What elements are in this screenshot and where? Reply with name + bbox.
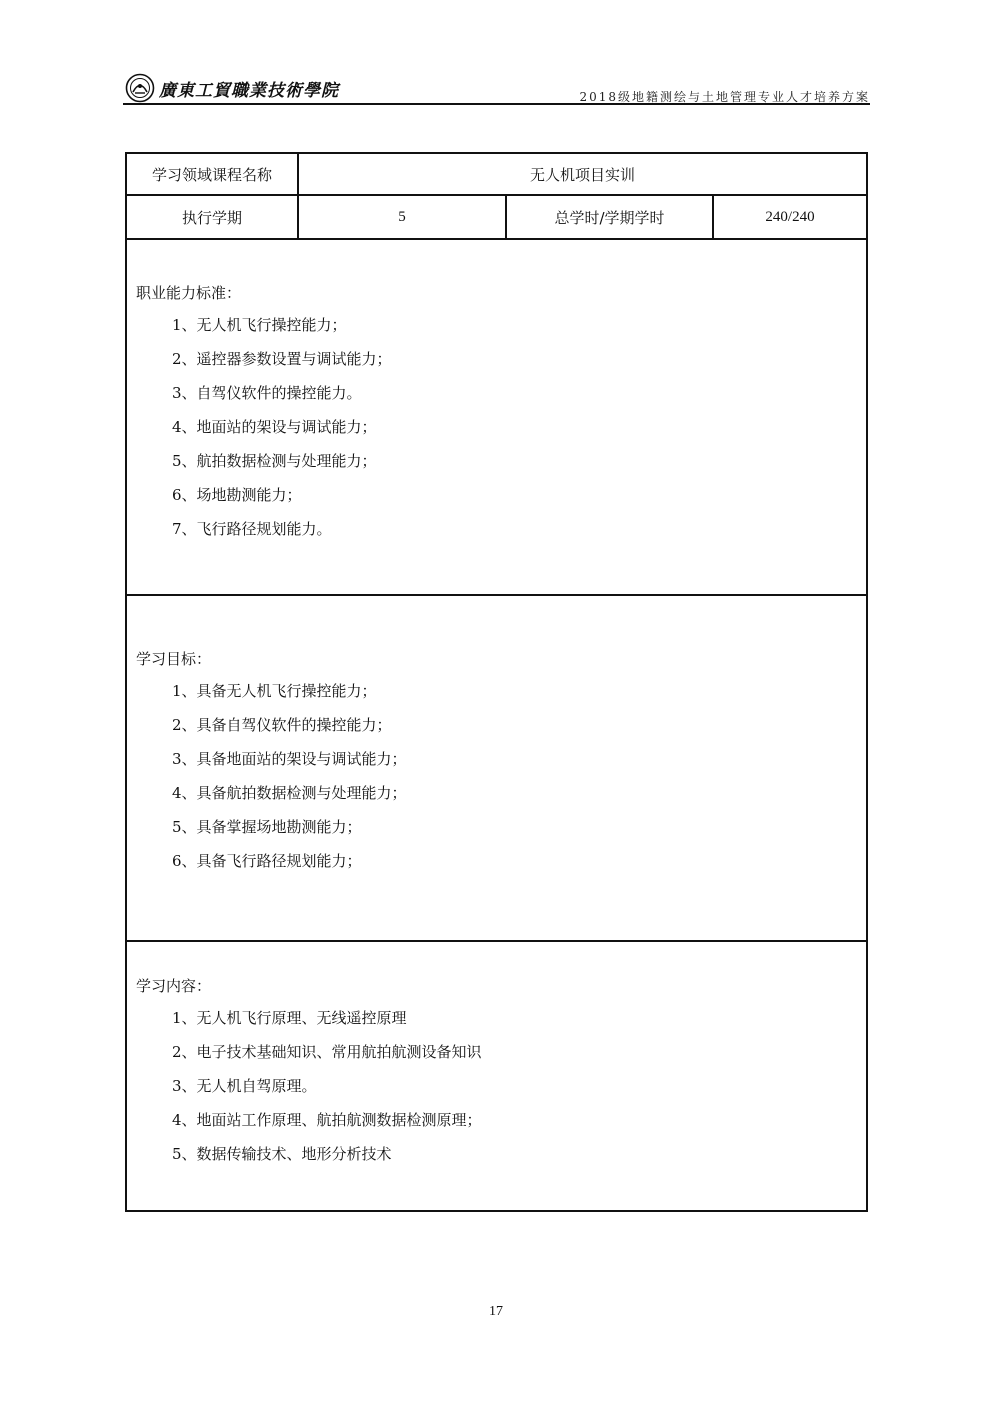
competency-list [136, 308, 392, 546]
list-item: 1、无人机飞行原理、无线遥控原理 [172, 1009, 407, 1027]
list-item: 7、飞行路径规划能力。 [172, 520, 332, 538]
content-section [127, 942, 866, 1210]
list-item: 1、具备无人机飞行操控能力； [172, 682, 377, 700]
objectives-section [127, 596, 866, 942]
list-item: 3、无人机自驾原理。 [172, 1077, 317, 1095]
header-divider [123, 103, 870, 105]
objectives-title: 学习目标： [136, 650, 212, 668]
objectives-list [136, 674, 407, 878]
page-header [123, 70, 870, 106]
list-item: 5、数据传输技术、地形分析技术 [172, 1145, 392, 1163]
semester-value: 5 [299, 196, 507, 238]
content-title: 学习内容： [136, 977, 212, 995]
semester-label: 执行学期 [127, 196, 299, 238]
list-item: 4、地面站的架设与调试能力； [172, 418, 377, 436]
list-item: 5、航拍数据检测与处理能力； [172, 452, 377, 470]
competency-title: 职业能力标准： [136, 284, 242, 302]
course-name-value: 无人机项目实训 [529, 165, 635, 184]
list-item: 3、具备地面站的架设与调试能力； [172, 750, 407, 768]
hours-label: 总学时/学期学时 [507, 196, 714, 238]
school-name: 廣東工貿職業技術學院 [159, 80, 339, 101]
course-name-label: 学习领域课程名称 [127, 154, 299, 194]
course-table [125, 152, 868, 1212]
page-number: 17 [489, 1304, 503, 1319]
competency-section [127, 240, 866, 596]
list-item: 3、自驾仪软件的操控能力。 [172, 384, 362, 402]
list-item: 6、具备飞行路径规划能力； [172, 852, 362, 870]
school-logo [125, 73, 339, 103]
list-item: 5、具备掌握场地勘测能力； [172, 818, 362, 836]
hours-value: 240/240 [765, 208, 815, 225]
course-name-row [127, 154, 866, 196]
list-item: 2、遥控器参数设置与调试能力； [172, 350, 392, 368]
list-item: 4、具备航拍数据检测与处理能力； [172, 784, 407, 802]
semester-row [127, 196, 866, 240]
list-item: 2、具备自驾仪软件的操控能力； [172, 716, 392, 734]
list-item: 2、电子技术基础知识、常用航拍航测设备知识 [172, 1043, 482, 1061]
content-list [136, 1001, 482, 1171]
school-emblem-icon [125, 73, 155, 103]
list-item: 4、地面站工作原理、航拍航测数据检测原理； [172, 1111, 482, 1129]
list-item: 1、无人机飞行操控能力； [172, 316, 347, 334]
list-item: 6、场地勘测能力； [172, 486, 302, 504]
document-title: 2018级地籍测绘与土地管理专业人才培养方案 [579, 90, 870, 104]
